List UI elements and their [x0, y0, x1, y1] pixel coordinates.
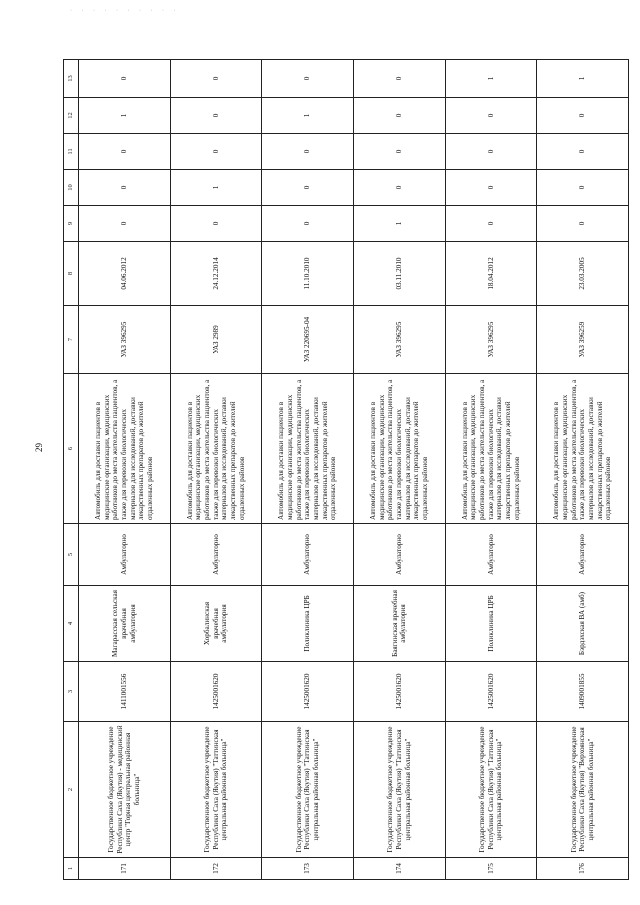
org-code: 1425001620: [170, 662, 262, 722]
vehicle-purpose: Автомобиль для доставки пациентов в медицинские организации, медицинских работников до места жительства пациентов, а также для перевозки биологических материалов для исследований, доставки лекарственных препаратов до жителей отдаленных районов: [262, 374, 354, 524]
value-col12: 0: [445, 98, 537, 134]
value-col9: 0: [79, 206, 171, 242]
header-cell: 10: [64, 170, 79, 206]
value-col10: 0: [445, 170, 537, 206]
header-row: [64, 60, 79, 880]
header-cell: 7: [64, 306, 79, 374]
date: 18.04.2012: [445, 242, 537, 306]
value-col12: 1: [262, 98, 354, 134]
value-col9: 0: [445, 206, 537, 242]
unit-name: Поликлиника ЦРБ: [445, 586, 537, 662]
header-cell: 4: [64, 586, 79, 662]
value-col9: 1: [353, 206, 445, 242]
row-number: 175: [445, 858, 537, 880]
value-col9: 0: [262, 206, 354, 242]
value-col12: 0: [170, 98, 262, 134]
value-col13: 1: [537, 60, 629, 98]
value-col11: 0: [353, 134, 445, 170]
vehicle-purpose: Автомобиль для доставки пациентов в медицинские организации, медицинских работников до места жительства пациентов, а также для перевозки биологических материалов для исследований, доставки лекарственных препаратов до жителей отдаленных районов: [79, 374, 171, 524]
organization-name: Государственное бюджетное учреждение Республики Саха (Якутия) - медицинский центр "Горная центральная районная больница": [79, 722, 171, 858]
value-col11: 0: [445, 134, 537, 170]
header-cell: 11: [64, 134, 79, 170]
org-code: 1411001556: [79, 662, 171, 722]
date: 03.11.2010: [353, 242, 445, 306]
value-col10: 0: [79, 170, 171, 206]
header-cell: 3: [64, 662, 79, 722]
table-row: [445, 60, 537, 880]
scan-artifact: · · · · · · · · · ·: [70, 8, 180, 14]
care-type: Амбулаторно: [170, 524, 262, 586]
org-code: 1425001620: [262, 662, 354, 722]
row-number: 173: [262, 858, 354, 880]
value-col13: 1: [445, 60, 537, 98]
date: 11.10.2010: [262, 242, 354, 306]
header-cell: 9: [64, 206, 79, 242]
table-row: [537, 60, 629, 880]
value-col11: 0: [537, 134, 629, 170]
rotated-table-wrapper: [63, 60, 629, 880]
care-type: Амбулаторно: [262, 524, 354, 586]
vehicle-model: УАЗ 396295: [79, 306, 171, 374]
organization-name: Государственное бюджетное учреждение Республики Саха (Якутия) "Верхоянская центральная районная больница": [537, 722, 629, 858]
header-cell: 2: [64, 722, 79, 858]
organization-name: Государственное бюджетное учреждение Республики Саха (Якутия) "Таттинская центральная районная больница": [353, 722, 445, 858]
value-col12: 0: [537, 98, 629, 134]
value-col11: 0: [262, 134, 354, 170]
organization-name: Государственное бюджетное учреждение Республики Саха (Якутия) "Таттинская центральная районная больница": [262, 722, 354, 858]
care-type: Амбулаторно: [537, 524, 629, 586]
vehicle-model: УАЗ 220695-04: [262, 306, 354, 374]
value-col9: 0: [537, 206, 629, 242]
value-col13: 0: [262, 60, 354, 98]
date: 24.12.2014: [170, 242, 262, 306]
org-code: 1425001620: [353, 662, 445, 722]
value-col10: 0: [537, 170, 629, 206]
vehicle-purpose: Автомобиль для доставки пациентов в медицинские организации, медицинских работников до места жительства пациентов, а также для перевозки биологических материалов для исследований, доставки лекарственных препаратов до жителей отдаленных районов: [170, 374, 262, 524]
header-cell: 13: [64, 60, 79, 98]
organization-name: Государственное бюджетное учреждение Республики Саха (Якутия) "Таттинская центральная районная больница": [445, 722, 537, 858]
row-number: 176: [537, 858, 629, 880]
table-row: [79, 60, 171, 880]
header-cell: 5: [64, 524, 79, 586]
vehicles-table: [63, 59, 629, 880]
table-row: [170, 60, 262, 880]
vehicle-model: УАЗ 396295: [445, 306, 537, 374]
value-col12: 0: [353, 98, 445, 134]
header-cell: 8: [64, 242, 79, 306]
vehicle-model: УАЗ 396295: [353, 306, 445, 374]
header-cell: 1: [64, 858, 79, 880]
header-cell: 12: [64, 98, 79, 134]
row-number: 174: [353, 858, 445, 880]
value-col13: 0: [79, 60, 171, 98]
vehicle-model: УАЗ 2989: [170, 306, 262, 374]
page-number: 29: [34, 443, 44, 452]
table-row: [353, 60, 445, 880]
care-type: Амбулаторно: [353, 524, 445, 586]
vehicle-purpose: Автомобиль для доставки пациентов в медицинские организации, медицинских работников до места жительства пациентов, а также для перевозки биологических материалов для исследований, доставки лекарственных препаратов до жителей отдаленных районов: [537, 374, 629, 524]
unit-name: Хорбалинская врачебная амбулатория: [170, 586, 262, 662]
unit-name: Поликлиника ЦРБ: [262, 586, 354, 662]
organization-name: Государственное бюджетное учреждение Республики Саха (Якутия) "Таттинская центральная районная больница": [170, 722, 262, 858]
care-type: Амбулаторно: [445, 524, 537, 586]
vehicle-purpose: Автомобиль для доставки пациентов в медицинские организации, медицинских работников до места жительства пациентов, а также для перевозки биологических материалов для исследований, доставки лекарственных препаратов до жителей отдаленных районов: [445, 374, 537, 524]
vehicle-model: УАЗ 396259: [537, 306, 629, 374]
unit-name: Баягинская врачебная амбулатория: [353, 586, 445, 662]
org-code: 1425001620: [445, 662, 537, 722]
value-col10: 0: [353, 170, 445, 206]
value-col9: 0: [170, 206, 262, 242]
date: 04.06.2012: [79, 242, 171, 306]
value-col12: 1: [79, 98, 171, 134]
vehicle-purpose: Автомобиль для доставки пациентов в медицинские организации, медицинских работников до места жительства пациентов, а также для перевозки биологических материалов для исследований, доставки лекарственных препаратов до жителей отдаленных районов: [353, 374, 445, 524]
value-col11: 0: [79, 134, 171, 170]
header-cell: 6: [64, 374, 79, 524]
value-col10: 0: [262, 170, 354, 206]
row-number: 172: [170, 858, 262, 880]
value-col13: 0: [353, 60, 445, 98]
value-col10: 1: [170, 170, 262, 206]
care-type: Амбулаторно: [79, 524, 171, 586]
unit-name: Бэрдэхская ВА (амб): [537, 586, 629, 662]
org-code: 1409001855: [537, 662, 629, 722]
date: 23.03.2005: [537, 242, 629, 306]
unit-name: Магарасская сельская врачебная амбулатория: [79, 586, 171, 662]
row-number: 171: [79, 858, 171, 880]
table-row: [262, 60, 354, 880]
value-col11: 0: [170, 134, 262, 170]
value-col13: 0: [170, 60, 262, 98]
